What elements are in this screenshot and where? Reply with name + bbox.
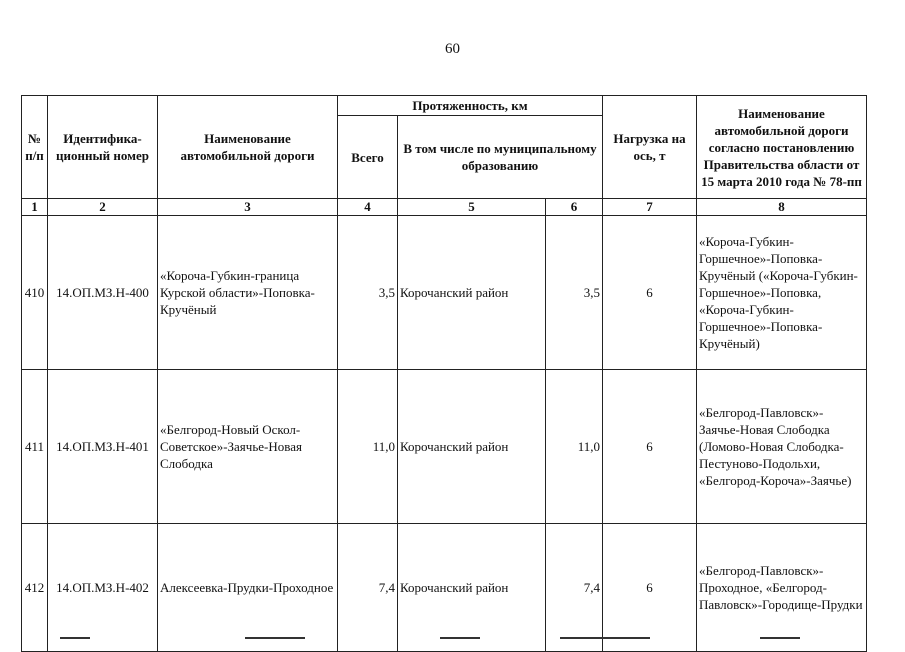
- header-load: Нагрузка на ось, т: [603, 96, 697, 199]
- column-number: 6: [546, 199, 603, 216]
- row-name: «Белгород-Новый Оскол-Советское»-Заячье-Новая Слободка: [158, 370, 338, 524]
- row-total: 3,5: [338, 216, 398, 370]
- row-total: 7,4: [338, 524, 398, 652]
- row-name: «Короча-Губкин-граница Курской области»-Поповка-Кручёный: [158, 216, 338, 370]
- column-number: 8: [697, 199, 867, 216]
- header-id: Идентифика-ционный номер: [48, 96, 158, 199]
- column-number: 1: [22, 199, 48, 216]
- roads-table: [21, 95, 867, 652]
- row-old-name: «Белгород-Павловск»-Проходное, «Белгород-Павловск»-Городище-Прудки: [697, 524, 867, 652]
- row-district-length: 3,5: [546, 216, 603, 370]
- column-numbers-row: [22, 199, 867, 216]
- column-number: 7: [603, 199, 697, 216]
- row-district-length: 11,0: [546, 370, 603, 524]
- column-number: 4: [338, 199, 398, 216]
- table-row: [22, 524, 867, 652]
- column-number: 5: [398, 199, 546, 216]
- row-name: Алексеевка-Прудки-Проходное: [158, 524, 338, 652]
- row-num: 412: [22, 524, 48, 652]
- row-id: 14.ОП.МЗ.Н-401: [48, 370, 158, 524]
- header-length-group: Протяженность, км: [338, 96, 603, 116]
- table-row: [22, 216, 867, 370]
- table-row: [22, 370, 867, 524]
- row-district: Корочанский район: [398, 524, 546, 652]
- row-id: 14.ОП.МЗ.Н-402: [48, 524, 158, 652]
- row-load: 6: [603, 370, 697, 524]
- row-total: 11,0: [338, 370, 398, 524]
- row-load: 6: [603, 216, 697, 370]
- row-district-length: 7,4: [546, 524, 603, 652]
- row-old-name: «Белгород-Павловск»-Заячье-Новая Слободка (Ломово-Новая Слободка-Пестуново-Подольхи, «Белгород-Короча»-Заячье): [697, 370, 867, 524]
- header-old-name: Наименование автомобильной дороги согласно постановлению Правительства области от 15 марта 2010 года № 78-пп: [697, 96, 867, 199]
- header-name: Наименование автомобильной дороги: [158, 96, 338, 199]
- page-number: 60: [445, 41, 460, 57]
- row-id: 14.ОП.МЗ.Н-400: [48, 216, 158, 370]
- header-num: № п/п: [22, 96, 48, 199]
- row-load: 6: [603, 524, 697, 652]
- row-district: Корочанский район: [398, 216, 546, 370]
- row-district: Корочанский район: [398, 370, 546, 524]
- column-number: 2: [48, 199, 158, 216]
- scan-bottom-edge: [60, 637, 860, 639]
- column-number: 3: [158, 199, 338, 216]
- row-num: 411: [22, 370, 48, 524]
- header-row-1: [22, 96, 867, 116]
- header-district: В том числе по муниципальному образованию: [398, 116, 603, 199]
- row-num: 410: [22, 216, 48, 370]
- row-old-name: «Короча-Губкин-Горшечное»-Поповка-Кручёный («Короча-Губкин-Горшечное»-Поповка, «Короча-Губкин-Горшечное»-Поповка-Кручёный): [697, 216, 867, 370]
- header-total: Всего: [338, 116, 398, 199]
